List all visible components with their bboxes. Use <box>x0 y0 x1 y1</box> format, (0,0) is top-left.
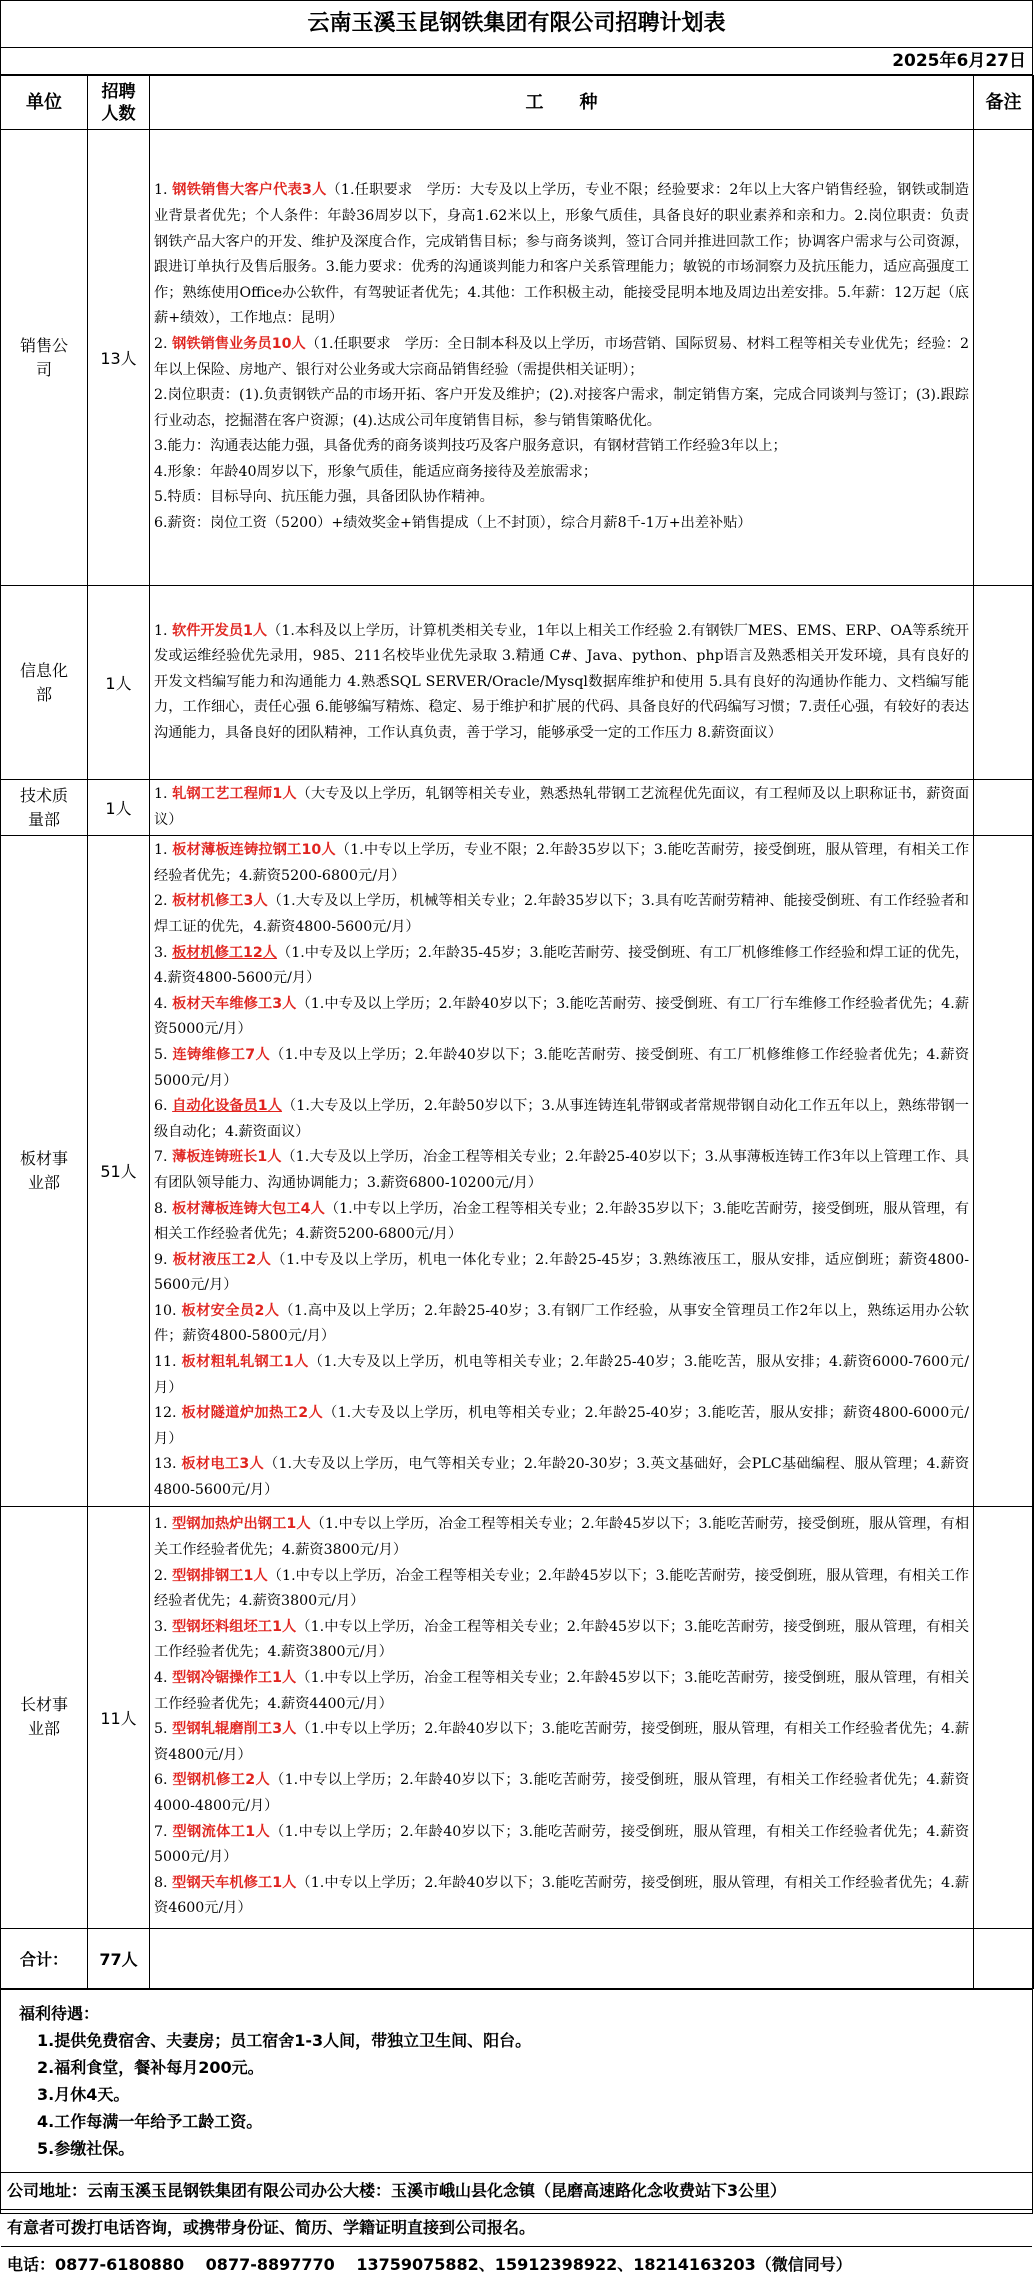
position-desc: （1.本科及以上学历，计算机类相关专业，1年以上相关工作经验 2.有钢铁厂MES、EMS、ERP、OA等系统开发或运维经验优先录用，985、211名校毕业优先录取 3.精通 C#、Java、python、php语言及熟悉相关开发环境，具有良好的开发文档编写能力和沟通能力 4.熟悉SQL SERVER/Oracle/Mysql数据库维护和使用 5.具有良好的沟通协作能力、文档编写能力，工作细心，责任心强 6.能够编写精炼、稳定、易于维护和扩展的代码、具备良好的代码编写习惯；7.责任心强，有较好的表达沟通能力，具备良好的团队精神，工作认真负责，善于学习，能够承受一定的工作压力 8.薪资面议） <box>154 622 970 741</box>
position-desc: （1.大专及以上学历，机械等相关专业；2.年龄35岁以下；3.具有吃苦耐劳精神、能接受倒班、有工作经验者和焊工证的优先，4.薪资4800-5600元/月） <box>154 893 969 935</box>
header-count: 招聘人数 <box>88 76 150 130</box>
position-item <box>154 1248 969 1299</box>
dept-row <box>1 780 1034 836</box>
position-number: 1. <box>154 182 173 199</box>
position-item <box>154 1615 969 1666</box>
position-desc: （1.大专及以上学历，机电等相关专业；2.年龄25-40岁；3.能吃苦，服从安排；4.薪资6000-7600元/月） <box>154 1354 969 1396</box>
position-number: 1. <box>154 622 173 639</box>
position-number: 1. <box>154 786 173 802</box>
welfare-item: 4.工作每满一年给予工龄工资。 <box>37 2111 263 2131</box>
recruitment-table <box>0 75 1034 1989</box>
position-desc: （1.大专及以上学历，机电等相关专业；2.年龄25-40岁；3.能吃苦，服从安排；薪资4800-6000元/月） <box>154 1405 969 1447</box>
position-item <box>154 1768 969 1819</box>
position-number: 8. <box>154 1200 173 1217</box>
position-item <box>154 1197 969 1248</box>
position-title: 板材粗轧轧钢工1人 <box>181 1354 309 1371</box>
position-number: 3. <box>154 1618 173 1635</box>
position-desc: （1.中专及以上学历；2.年龄40岁以下；3.能吃苦耐劳、接受倒班、有工厂行车维修工作经验者优先；4.薪资5000元/月） <box>154 995 970 1038</box>
table-header-row <box>1 76 1034 130</box>
header-unit: 单位 <box>1 76 88 130</box>
position-number: 3. <box>154 944 173 961</box>
dept-count: 1人 <box>88 780 150 836</box>
dept-count: 11人 <box>88 1506 150 1928</box>
position-title: 板材薄板连铸大包工4人 <box>172 1200 325 1217</box>
dept-remark <box>974 130 1034 586</box>
dept-remark <box>974 1506 1034 1928</box>
position-title: 板材电工3人 <box>181 1456 264 1473</box>
position-detail: 2.岗位职责：(1).负责钢铁产品的市场开拓、客户开发及维护；(2).对接客户需求，制定销售方案，完成合同谈判与签订；(3).跟踪行业动态，挖掘潜在客户资源；(4).达成公司年度销售目标，参与销售策略优化。 <box>154 387 969 429</box>
position-detail: 3.能力：沟通表达能力强，具备优秀的商务谈判技巧及客户服务意识，有钢材营销工作经验3年以上； <box>154 438 787 455</box>
position-title: 型钢流体工1人 <box>172 1823 271 1840</box>
position-detail: 5.特质：目标导向、抗压能力强，具备团队协作精神。 <box>154 489 494 506</box>
position-number: 13. <box>154 1456 182 1473</box>
position-title: 自动化设备员1人 <box>172 1098 283 1115</box>
position-item <box>154 1401 969 1452</box>
position-desc: （1.中专及以上学历，机电一体化专业；2.年龄25-45岁；3.熟练液压工，服从安排，适应倒班；薪资4800-5600元/月） <box>154 1251 970 1294</box>
position-item <box>154 1350 969 1401</box>
dept-unit: 板材事业部 <box>1 836 88 1506</box>
position-item <box>154 992 969 1043</box>
position-title: 板材薄板连铸拉钢工10人 <box>172 842 336 859</box>
header-remark: 备注 <box>974 76 1034 130</box>
position-title: 连铸维修工7人 <box>172 1046 271 1063</box>
welfare-item: 5.参缴社保。 <box>37 2138 135 2158</box>
welfare-section <box>1 1989 1032 2173</box>
position-title: 轧钢工艺工程师1人 <box>172 786 297 802</box>
position-desc: （1.中专以上学历，专业不限；2.年龄35岁以下；3.能吃苦耐劳，接受倒班，服从管理，有相关工作经验者优先；4.薪资5200-6800元/月） <box>154 842 970 884</box>
apply-notice: 有意者可拨打电话咨询，或携带身份证、简历、学籍证明直接到公司报名。 <box>1 2210 1032 2247</box>
position-item <box>154 1820 969 1871</box>
position-item <box>154 1094 969 1145</box>
position-item <box>154 782 969 833</box>
position-number: 2. <box>154 335 173 352</box>
position-number: 11. <box>154 1354 182 1371</box>
position-number: 8. <box>154 1874 173 1891</box>
dept-remark <box>974 836 1034 1506</box>
position-number: 2. <box>154 1567 173 1584</box>
position-item <box>154 1666 969 1717</box>
dept-unit: 销售公司 <box>1 130 88 586</box>
position-desc: （1.中专以上学历，冶金工程等相关专业；2.年龄35岁以下；3.能吃苦耐劳，接受倒班，服从管理，有相关工作经验者优先；4.薪资5200-6800元/月） <box>154 1200 969 1243</box>
position-title: 型钢坯料组坯工1人 <box>172 1618 297 1635</box>
dept-count: 13人 <box>88 130 150 586</box>
dept-positions <box>150 836 974 1506</box>
position-title: 型钢加热炉出钢工1人 <box>172 1516 311 1533</box>
total-row <box>1 1928 1034 1988</box>
total-value: 77人 <box>88 1928 150 1988</box>
position-detail: 4.形象：年龄40周岁以下，形象气质佳，能适应商务接待及差旅需求； <box>154 463 598 480</box>
dept-count: 51人 <box>88 836 150 1506</box>
position-desc: （1.中专以上学历，冶金工程等相关专业；2.年龄45岁以下；3.能吃苦耐劳，接受倒班，服从管理，有相关工作经验者优先；4.薪资4400元/月） <box>154 1669 970 1712</box>
dept-row <box>1 1506 1034 1928</box>
position-item <box>154 1871 969 1922</box>
total-label: 合计： <box>1 1928 88 1988</box>
position-item <box>154 1145 969 1196</box>
position-number: 7. <box>154 1149 173 1166</box>
position-desc: （1.中专以上学历；2.年龄40岁以下；3.能吃苦耐劳，接受倒班，服从管理，有相关工作经验者优先；4.薪资4600元/月） <box>154 1874 970 1917</box>
dept-positions <box>150 1506 974 1928</box>
position-title: 板材液压工2人 <box>172 1251 272 1268</box>
dept-positions <box>150 130 974 586</box>
position-title: 板材天车维修工3人 <box>172 995 297 1012</box>
position-item <box>154 1717 969 1768</box>
position-desc: （1.大专及以上学历，电气等相关专业；2.年龄20-30岁；3.英文基础好，会PLC基础编程、服从管理；4.薪资4800-5600元/月） <box>154 1456 970 1499</box>
position-number: 5. <box>154 1046 173 1063</box>
contact-phone: 电话：0877-6180880 0877-8897770 13759075882、15912398922、18214163203（微信同号） <box>7 2254 852 2274</box>
position-title: 板材机修工3人 <box>172 893 268 910</box>
date-line: 2025年6月27日 <box>1 48 1032 75</box>
position-item <box>154 889 969 940</box>
position-title: 软件开发员1人 <box>172 622 268 639</box>
position-detail: 6.薪资：岗位工资（5200）+绩效奖金+销售提成（上不封顶），综合月薪8千-1万+出差补贴） <box>154 515 752 532</box>
position-number: 1. <box>154 1516 173 1533</box>
position-item <box>154 1564 969 1615</box>
position-title: 型钢轧辊磨削工3人 <box>172 1721 297 1738</box>
position-desc: （1.中专以上学历；2.年龄40岁以下；3.能吃苦耐劳，接受倒班，服从管理，有相关工作经验者优先；4.薪资5000元/月） <box>154 1823 970 1866</box>
position-number: 4. <box>154 995 173 1012</box>
position-desc: （1.中专以上学历，冶金工程等相关专业；2.年龄45岁以下；3.能吃苦耐劳，接受倒班，服从管理，有相关工作经验者优先；4.薪资3800元/月） <box>154 1516 970 1558</box>
page-title: 云南玉溪玉昆钢铁集团有限公司招聘计划表 <box>1 1 1032 48</box>
position-number: 7. <box>154 1823 173 1840</box>
position-item <box>154 1043 969 1094</box>
position-item <box>154 941 969 992</box>
company-address: 公司地址：云南玉溪玉昆钢铁集团有限公司办公大楼：玉溪市峨山县化念镇（昆磨高速路化念收费站下3公里） <box>1 2173 1032 2210</box>
position-number: 10. <box>154 1302 182 1319</box>
position-desc: （1.任职要求 学历：大专及以上学历，专业不限；经验要求：2年以上大客户销售经验，钢铁或制造业背景者优先；个人条件：年龄36周岁以下，身高1.62米以上，形象气质佳，具备良好的职业素养和亲和力。2.岗位职责：负责钢铁产品大客户的开发、维护及深度合作，完成销售目标；参与商务谈判，签订合同并推进回款工作；协调客户需求与公司资源，跟进订单执行及售后服务。3.能力要求：优秀的沟通谈判能力和客户关系管理能力；敏锐的市场洞察力及抗压能力，适应高强度工作；熟练使用Office办公软件，有驾驶证者优先；4.其他：工作积极主动，能接受昆明本地及周边出差安排。5.年薪：12万起（底薪+绩效），工作地点：昆明） <box>154 182 969 327</box>
position-title: 钢铁销售大客户代表3人 <box>172 182 327 199</box>
position-desc: （1.中专以上学历；2.年龄40岁以下；3.能吃苦耐劳，接受倒班，服从管理，有相关工作经验者优先；4.薪资4000-4800元/月） <box>154 1772 970 1814</box>
dept-unit: 技术质量部 <box>1 780 88 836</box>
position-number: 6. <box>154 1772 173 1789</box>
position-item <box>154 1512 969 1563</box>
position-title: 钢铁销售业务员10人 <box>172 335 306 352</box>
dept-row <box>1 836 1034 1506</box>
header-work: 工 种 <box>150 76 974 130</box>
dept-count: 1人 <box>88 586 150 780</box>
dept-unit: 长材事业部 <box>1 1506 88 1928</box>
position-title: 板材机修工12人 <box>172 944 277 961</box>
position-item <box>154 178 969 332</box>
position-title: 板材安全员2人 <box>181 1302 280 1319</box>
dept-unit: 信息化部 <box>1 586 88 780</box>
position-title: 型钢机修工2人 <box>172 1772 271 1789</box>
dept-positions <box>150 780 974 836</box>
welfare-item: 3.月休4天。 <box>37 2084 130 2104</box>
position-number: 1. <box>154 842 173 859</box>
position-number: 5. <box>154 1721 173 1738</box>
welfare-item: 2.福利食堂，餐补每月200元。 <box>37 2057 264 2077</box>
dept-positions <box>150 586 974 780</box>
position-number: 9. <box>154 1251 173 1268</box>
position-item <box>154 1452 969 1503</box>
position-item <box>154 332 969 383</box>
position-item <box>154 838 969 889</box>
welfare-item: 1.提供免费宿舍、夫妻房；员工宿舍1-3人间，带独立卫生间、阳台。 <box>37 2030 532 2050</box>
position-desc: （1.中专以上学历，冶金工程等相关专业；2.年龄45岁以下；3.能吃苦耐劳，接受倒班，服从管理，有相关工作经验者优先；4.薪资3800元/月） <box>154 1567 969 1610</box>
position-desc: （大专及以上学历，轧钢等相关专业，熟悉热轧带钢工艺流程优先面议，有工程师及以上职称证书，薪资面议） <box>154 786 970 828</box>
position-desc: （1.中专及以上学历；2.年龄40岁以下；3.能吃苦耐劳、接受倒班、有工厂机修维修工作经验者优先；4.薪资5000元/月） <box>154 1046 970 1089</box>
position-desc: （1.任职要求 学历：全日制本科及以上学历，市场营销、国际贸易、材料工程等相关专业优先；经验：2年以上保险、房地产、银行对公业务或大宗商品销售经验（需提供相关证明）； <box>154 335 970 378</box>
position-desc: （1.大专及以上学历，2.年龄50岁以下；3.从事连铸连轧带钢或者常规带钢自动化工作五年以上，熟练带钢一级自动化；4.薪资面议） <box>154 1098 969 1140</box>
position-number: 2. <box>154 893 173 910</box>
position-title: 型钢排钢工1人 <box>172 1567 268 1584</box>
position-title: 型钢冷锯操作工1人 <box>172 1669 297 1686</box>
position-item <box>154 619 969 747</box>
table-body <box>1 130 1034 1929</box>
dept-remark <box>974 586 1034 780</box>
position-desc: （1.中专以上学历，冶金工程等相关专业；2.年龄45岁以下；3.能吃苦耐劳，接受倒班，服从管理，有相关工作经验者优先；4.薪资3800元/月） <box>154 1618 970 1661</box>
position-title: 板材隧道炉加热工2人 <box>181 1405 324 1422</box>
position-title: 型钢天车机修工1人 <box>172 1874 297 1891</box>
position-desc: （1.中专及以上学历；2.年龄35-45岁；3.能吃苦耐劳、接受倒班、有工厂机修维修工作经验和焊工证的优先，4.薪资4800-5600元/月） <box>154 944 969 987</box>
dept-row <box>1 586 1034 780</box>
position-desc: （1.高中及以上学历；2.年龄25-40岁；3.有钢厂工作经验，从事安全管理员工作2年以上，熟练运用办公软件；薪资4800-5800元/月） <box>154 1302 969 1345</box>
position-number: 12. <box>154 1405 182 1422</box>
position-number: 6. <box>154 1098 173 1115</box>
dept-row <box>1 130 1034 586</box>
position-title: 薄板连铸班长1人 <box>172 1149 282 1166</box>
welfare-list <box>19 2027 1014 2162</box>
welfare-title: 福利待遇： <box>19 2003 100 2023</box>
position-item <box>154 1299 969 1350</box>
position-desc: （1.大专及以上学历，冶金工程等相关专业；2.年龄25-40岁以下；3.从事薄板连铸工作3年以上管理工作、具有团队领导能力、沟通协调能力；3.薪资6800-10200元/月） <box>154 1149 969 1191</box>
dept-remark <box>974 780 1034 836</box>
position-desc: （1.中专以上学历；2.年龄40岁以下；3.能吃苦耐劳，接受倒班，服从管理，有相关工作经验者优先；4.薪资4800元/月） <box>154 1721 970 1763</box>
position-number: 4. <box>154 1669 173 1686</box>
